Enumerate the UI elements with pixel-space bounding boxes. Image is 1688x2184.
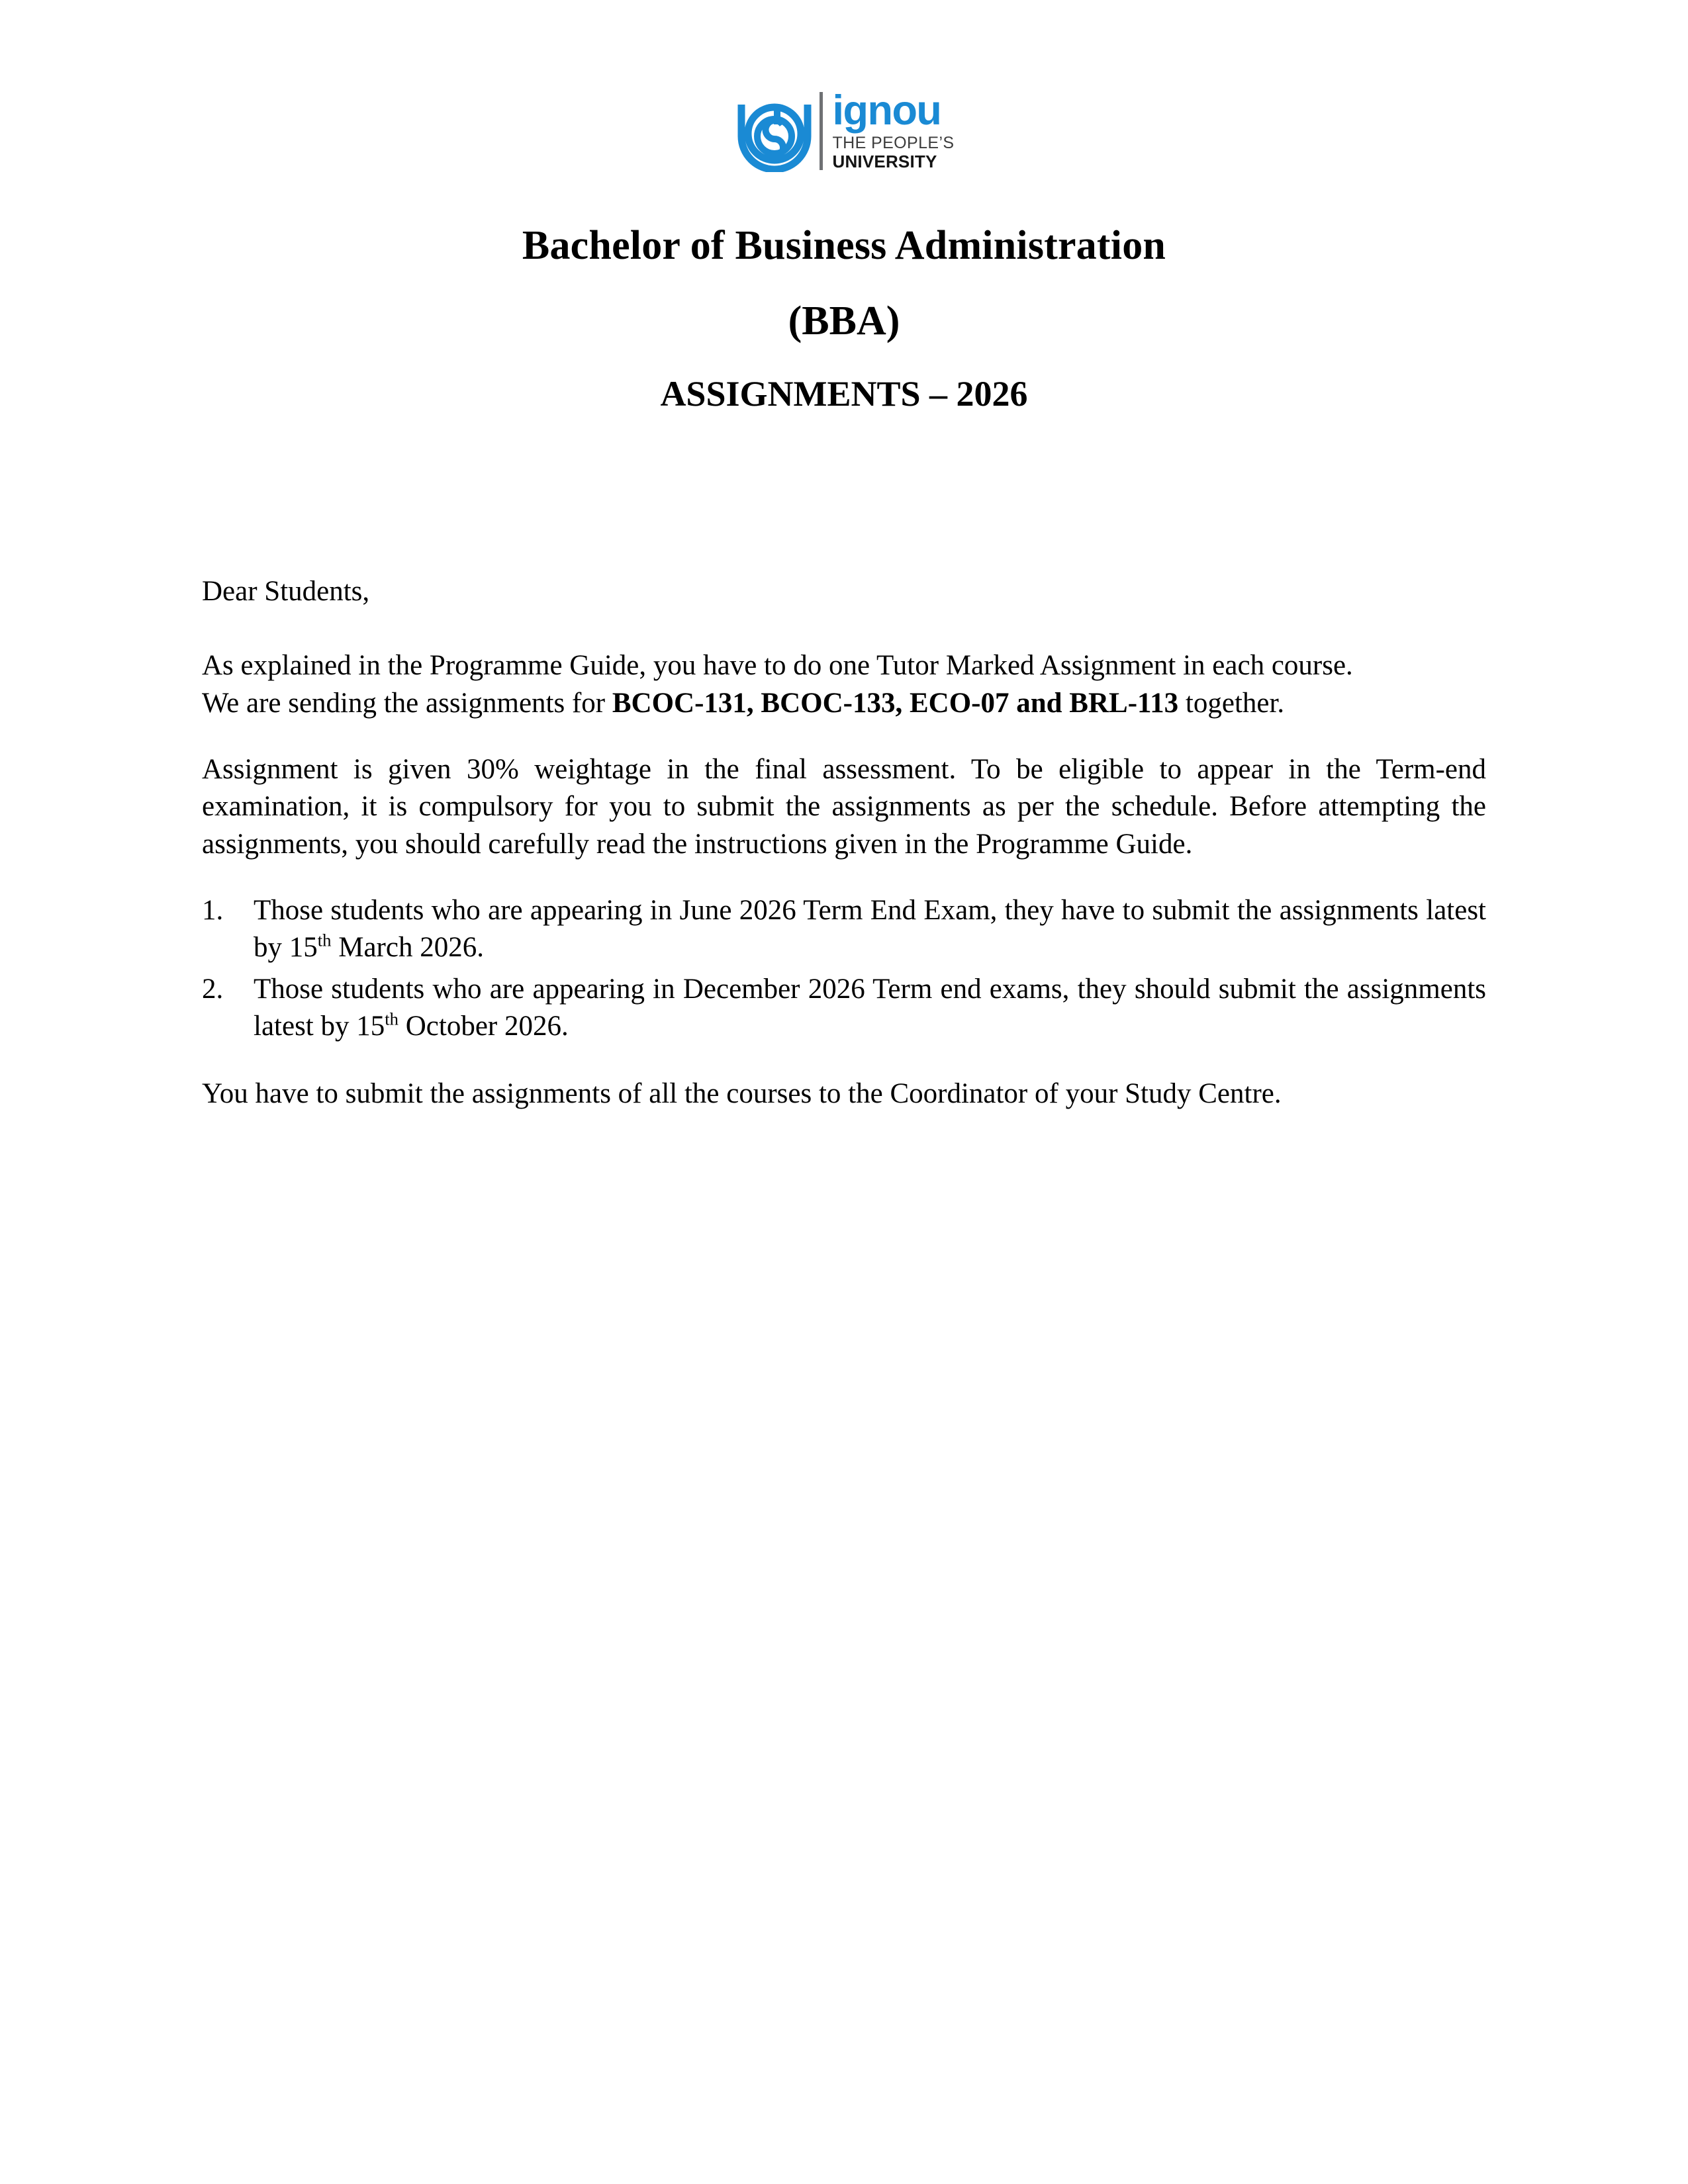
list-item (202, 892, 1486, 967)
list-item-text-before: Those students who are appearing in June 2026 Term End Exam, they have to submit the assignments latest by 15 (254, 894, 1486, 964)
logo-wordmark: ignou (832, 87, 941, 134)
list-item-marker: 2. (202, 973, 224, 1005)
page-title: Bachelor of Business Administration (522, 223, 1166, 268)
intro-paragraph: As explained in the Programme Guide, you have to do one Tutor Marked Assignment in each course. (202, 650, 1353, 682)
submission-deadline-list (202, 892, 1486, 1045)
list-item-text-after: March 2026. (331, 932, 484, 964)
list-item-text-before: Those students who are appearing in December 2026 Term end exams, they should submit the assignments latest by 15 (254, 973, 1486, 1042)
ignou-emblem-icon (733, 90, 816, 172)
logo-tagline-line1: THE PEOPLE’S (832, 133, 955, 152)
courses-prefix: We are sending the assignments for (202, 687, 612, 719)
list-item (202, 971, 1486, 1046)
assignments-year-title: ASSIGNMENTS – 2026 (660, 374, 1028, 414)
ignou-logo (0, 85, 1688, 177)
course-codes: BCOC-131, BCOC-133, ECO-07 and BRL-113 (612, 687, 1179, 719)
list-item-marker: 1. (202, 894, 224, 926)
list-item-text (254, 971, 1486, 1046)
logo-tagline-line2: UNIVERSITY (832, 151, 937, 171)
ordinal-suffix: th (317, 930, 332, 950)
courses-suffix: together. (1178, 687, 1285, 719)
salutation: Dear Students, (202, 576, 370, 607)
programme-code-title: (BBA) (788, 298, 900, 343)
list-item-text (254, 892, 1486, 967)
document-body (202, 573, 1486, 1113)
ordinal-suffix: th (385, 1009, 399, 1029)
weightage-paragraph: Assignment is given 30% weightage in the final assessment. To be eligible to appear in the Term-end examination, it is compulsory for you to submit the assignments as per the schedule. Before attempting the assignments, you should carefully read the instructions given in the Programme Guide. (202, 753, 1486, 860)
logo-divider (820, 92, 823, 170)
title-block (202, 225, 1486, 412)
list-item-text-after: October 2026. (398, 1010, 569, 1042)
closing-paragraph: You have to submit the assignments of all the courses to the Coordinator of your Study Centre. (202, 1078, 1282, 1110)
courses-paragraph (202, 685, 1486, 722)
logo-group (733, 85, 954, 177)
logo-text-group (832, 87, 955, 171)
